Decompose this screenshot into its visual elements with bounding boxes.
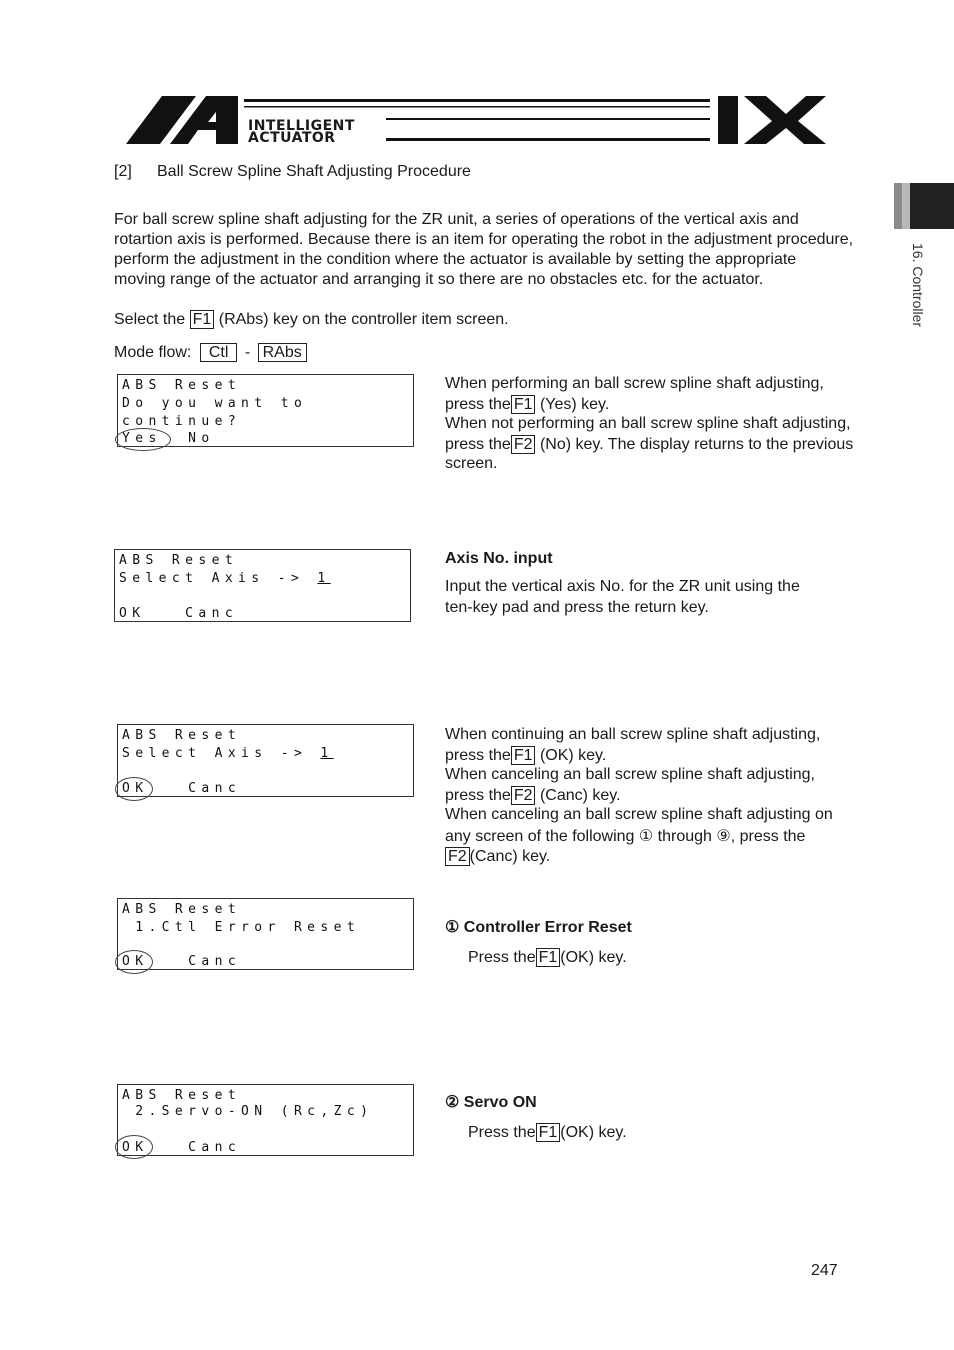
desc-text: press the: [445, 787, 511, 804]
brand-line1: INTELLIGENT: [248, 118, 355, 134]
desc-line: [468, 948, 627, 967]
select-instruction: [114, 310, 509, 329]
mode-flow-sep: -: [244, 344, 251, 361]
highlight-circle: [115, 777, 153, 801]
f1-key: F1: [536, 1123, 561, 1142]
desc-axis-input: [445, 550, 905, 620]
desc-text: (OK) key.: [560, 1124, 627, 1141]
lcd-row: [119, 572, 331, 586]
lcd-row: ABS Reset: [119, 553, 239, 568]
desc-text: press the: [445, 396, 511, 413]
lcd-row: Do you want to: [122, 396, 308, 411]
side-tab-label: 16. Controller: [910, 243, 926, 328]
lcd-text: Select Axis ->: [122, 746, 308, 761]
lcd-row: [122, 747, 334, 761]
intro-line: perform the adjustment in the condition where the actuator is available by setting the appropriate: [114, 251, 797, 268]
desc-line: [445, 786, 621, 805]
desc-axis-confirm: [445, 726, 905, 868]
desc-text: (Canc) key.: [469, 848, 551, 865]
lcd-screen-servo-on: [117, 1084, 414, 1156]
lcd-axis-value: 1: [320, 746, 334, 761]
intro-line: moving range of the actuator and arranging it so there are no obstacles etc. for the actuator.: [114, 271, 764, 288]
intro-paragraph: [114, 211, 904, 301]
desc-line: [445, 746, 606, 765]
lcd-screen-axis-confirm: [117, 724, 414, 797]
lcd-row: Yes No: [122, 431, 215, 446]
desc-text: (Canc) key.: [539, 787, 621, 804]
desc-line: When continuing an ball screw spline shaft adjusting,: [445, 726, 821, 743]
lcd-row: ABS Reset: [122, 902, 242, 917]
brand-logo: [126, 94, 826, 146]
desc-line: [445, 847, 550, 866]
select-post: (RAbs) key on the controller item screen.: [218, 311, 509, 328]
highlight-circle: [115, 950, 153, 974]
lcd-screen-axis-input: [114, 549, 411, 622]
highlight-circle: [115, 428, 171, 451]
lcd-row: 1.Ctl Error Reset: [122, 920, 361, 935]
section-title: Ball Screw Spline Shaft Adjusting Procedure: [157, 163, 471, 180]
lcd-row: ABS Reset: [122, 728, 242, 743]
desc-line: When canceling an ball screw spline shaft adjusting on: [445, 806, 833, 823]
desc-text: (Yes) key.: [539, 396, 610, 413]
lcd-row: OK Canc: [122, 954, 242, 969]
mode-flow: [114, 343, 307, 362]
desc-line: any screen of the following ① through ⑨, press the: [445, 828, 806, 845]
f2-key: F2: [511, 435, 536, 454]
desc-line: [468, 1123, 627, 1142]
lcd-screen-error-reset: [117, 898, 414, 970]
desc-text: Press the: [468, 1124, 536, 1141]
intro-line: rotartion axis is performed. Because there is an item for operating the robot in the adjustment procedure,: [114, 231, 854, 248]
desc-confirm: [445, 375, 905, 485]
f1-key: F1: [536, 948, 561, 967]
desc-line: [445, 435, 853, 454]
f1-key: F1: [511, 746, 536, 765]
desc-servo-on: [445, 1092, 905, 1144]
desc-text: (OK) key.: [560, 949, 627, 966]
lcd-text: Select Axis ->: [119, 571, 305, 586]
desc-line: When performing an ball screw spline shaft adjusting,: [445, 375, 824, 392]
ia-logo-icon: [126, 94, 826, 146]
lcd-axis-value: 1: [317, 571, 331, 586]
desc-text: press the: [445, 436, 511, 453]
f1-key: F1: [190, 310, 215, 329]
desc-text: (No) key. The display returns to the previous: [539, 436, 854, 453]
rabs-key: RAbs: [258, 343, 307, 362]
lcd-row: OK Canc: [122, 781, 242, 796]
f2-key: F2: [445, 847, 470, 866]
desc-heading: ① Controller Error Reset: [445, 919, 632, 936]
lcd-row: continue?: [122, 414, 242, 429]
desc-line: Input the vertical axis No. for the ZR unit using the: [445, 578, 800, 595]
lcd-row: OK Canc: [119, 606, 239, 621]
lcd-row: ABS Reset: [122, 378, 242, 393]
desc-heading: Axis No. input: [445, 550, 553, 567]
f2-key: F2: [511, 786, 536, 805]
highlight-circle: [115, 1135, 153, 1159]
lcd-row: ABS Reset: [122, 1088, 242, 1103]
desc-line: [445, 395, 609, 414]
select-pre: Select the: [114, 311, 186, 328]
brand-line2: ACTUATOR: [248, 130, 336, 146]
desc-text: press the: [445, 747, 511, 764]
intro-line: For ball screw spline shaft adjusting for the ZR unit, a series of operations of the vertical axis and: [114, 211, 799, 228]
ctl-key: Ctl: [200, 343, 238, 362]
desc-line: ten-key pad and press the return key.: [445, 599, 709, 616]
mode-flow-label: Mode flow:: [114, 344, 192, 361]
lcd-row: 2.Servo-ON (Rc,Zc): [122, 1104, 374, 1119]
f1-key: F1: [511, 395, 536, 414]
desc-line: When not performing an ball screw spline shaft adjusting,: [445, 415, 851, 432]
desc-error-reset: [445, 917, 905, 969]
desc-text: Press the: [468, 949, 536, 966]
lcd-row: OK Canc: [122, 1140, 242, 1155]
desc-heading: ② Servo ON: [445, 1094, 537, 1111]
page-number: 247: [811, 1262, 838, 1279]
desc-line: When canceling an ball screw spline shaft adjusting,: [445, 766, 815, 783]
section-number: [2]: [114, 163, 132, 180]
desc-text: (OK) key.: [539, 747, 607, 764]
desc-line: screen.: [445, 455, 498, 472]
